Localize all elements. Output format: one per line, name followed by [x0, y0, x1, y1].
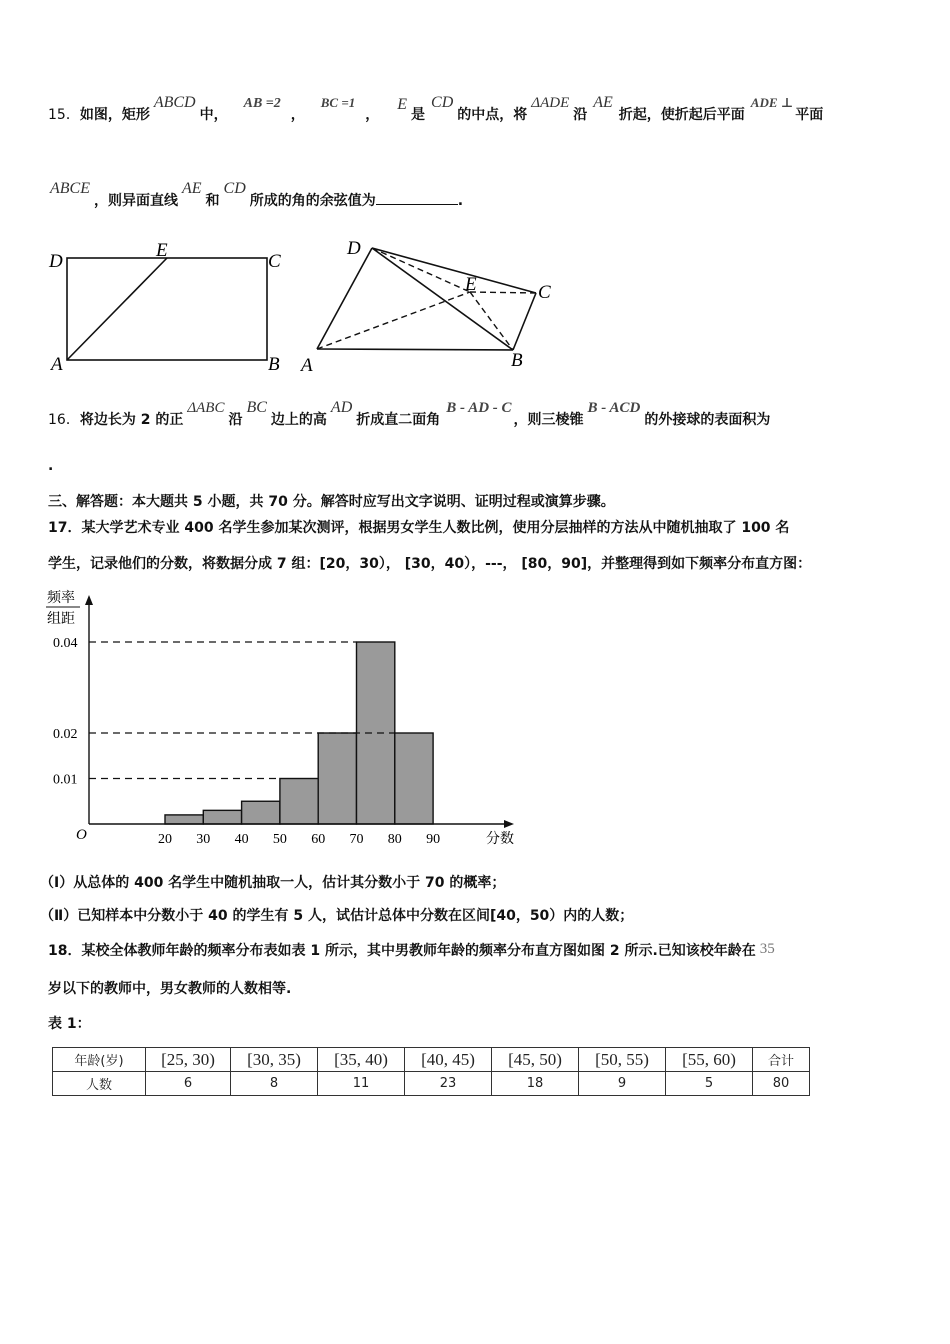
- table-header-cell: [45, 50): [492, 1048, 579, 1072]
- q16-line2: .: [48, 458, 54, 474]
- folded-figure: [317, 248, 536, 350]
- frequency-histogram: [40, 585, 530, 855]
- table-cell: 80: [753, 1072, 810, 1096]
- q18-line1: 18．某校全体教师年龄的频率分布表如表 1 所示，其中男教师年龄的频率分布直方图如图 2 所示.已知该校年龄在 35: [48, 941, 775, 959]
- table-header-cell: [25, 30): [146, 1048, 231, 1072]
- y-tick-label: 0.04: [53, 636, 78, 651]
- table-cell: 8: [231, 1072, 318, 1096]
- table-cell: 23: [405, 1072, 492, 1096]
- table-header-cell: [40, 45): [405, 1048, 492, 1072]
- y-tick-label: 0.01: [53, 772, 78, 788]
- x-tick-label: 20: [158, 832, 172, 847]
- table-header-cell: [30, 35): [231, 1048, 318, 1072]
- histogram-bar: [280, 779, 318, 825]
- histogram-bar: [242, 801, 280, 824]
- y-label-bottom: 组距: [47, 612, 75, 627]
- q16-line1: 16．将边长为 2 的正ΔABC沿BC边上的高AD折成直二面角B - AD - C，则三棱锥B - ACD的外接球的表面积为: [48, 399, 771, 428]
- label-d-left: D: [49, 251, 63, 272]
- label-a-right: A: [301, 355, 313, 376]
- label-c-left: C: [268, 251, 281, 272]
- y-tick-labels: [53, 636, 78, 788]
- q15-number: 15．: [48, 107, 80, 123]
- table-cell: 6: [146, 1072, 231, 1096]
- q15-line2: ABCE，则异面直线AE和CD所成的角的余弦值为 .: [50, 180, 464, 209]
- q15-figure: [40, 230, 570, 380]
- answer-blank: [376, 190, 458, 205]
- x-tick-labels: [158, 832, 440, 847]
- table-caption: 表 1：: [48, 1016, 91, 1032]
- label-e-right: E: [465, 274, 477, 295]
- y-tick-label: 0.02: [53, 727, 78, 742]
- table-cell: 18: [492, 1072, 579, 1096]
- age-frequency-table: [52, 1047, 810, 1096]
- label-b-left: B: [268, 354, 280, 375]
- q17-line2: 学生，记录他们的分数，将数据分成 7 组：[20，30）， [30，40），---， [80，90]，并整理得到如下频率分布直方图：: [48, 556, 812, 572]
- table-row: [53, 1072, 810, 1096]
- q17-part1: （Ⅰ）从总体的 400 名学生中随机抽取一人，估计其分数小于 70 的概率；: [40, 875, 506, 891]
- x-tick-label: 60: [311, 832, 326, 847]
- origin-label: O: [76, 827, 87, 843]
- label-c-right: C: [538, 282, 551, 303]
- y-axis-arrow: [85, 595, 93, 605]
- table-header-cell: 年龄(岁): [53, 1048, 146, 1072]
- table-header-cell: 合计: [753, 1048, 810, 1072]
- label-e-left: E: [156, 240, 168, 261]
- table-cell: 人数: [53, 1072, 146, 1096]
- table-cell: 9: [579, 1072, 666, 1096]
- histogram-bar: [165, 815, 203, 824]
- y-label-top: 频率: [47, 591, 75, 606]
- table-header-row: [53, 1048, 810, 1072]
- table-header-cell: [55, 60): [666, 1048, 753, 1072]
- histogram-bar: [395, 733, 433, 824]
- table-cell: 11: [318, 1072, 405, 1096]
- x-tick-label: 50: [272, 832, 287, 847]
- label-a-left: A: [51, 354, 63, 375]
- table-header-cell: [50, 55): [579, 1048, 666, 1072]
- q18-line2: 岁以下的教师中，男女教师的人数相等.: [48, 981, 292, 997]
- rectangle-figure: [67, 258, 267, 360]
- x-tick-label: 40: [234, 832, 249, 847]
- q17-part2: （Ⅱ）已知样本中分数小于 40 的学生有 5 人，试估计总体中分数在区间[40，50）内的人数；: [40, 908, 634, 924]
- table-header-cell: [35, 40): [318, 1048, 405, 1072]
- table-cell: 5: [666, 1072, 753, 1096]
- histogram-bar: [318, 733, 356, 824]
- x-label: 分数: [486, 832, 514, 847]
- q15-line1: 15．如图，矩形ABCD中，AB =2，BC =1，E是CD的中点，将ΔADE沿AE折起，使折起后平面ADE ⊥平面: [48, 94, 824, 123]
- x-tick-label: 90: [426, 832, 441, 847]
- q16-number: 16．: [48, 412, 80, 428]
- label-d-right: D: [347, 238, 361, 259]
- q17-line1: 17．某大学艺术专业 400 名学生参加某次测评，根据男女学生人数比例，使用分层抽样的方法从中随机抽取了 100 名: [48, 520, 790, 536]
- x-tick-label: 80: [387, 832, 402, 847]
- label-b-right: B: [511, 350, 523, 371]
- x-axis-arrow: [504, 820, 514, 828]
- x-tick-label: 70: [349, 832, 364, 847]
- x-tick-label: 30: [196, 832, 211, 847]
- histogram-bar: [203, 810, 241, 824]
- section-3-heading: 三、解答题：本大题共 5 小题，共 70 分。解答时应写出文字说明、证明过程或演算步骤。: [48, 494, 615, 510]
